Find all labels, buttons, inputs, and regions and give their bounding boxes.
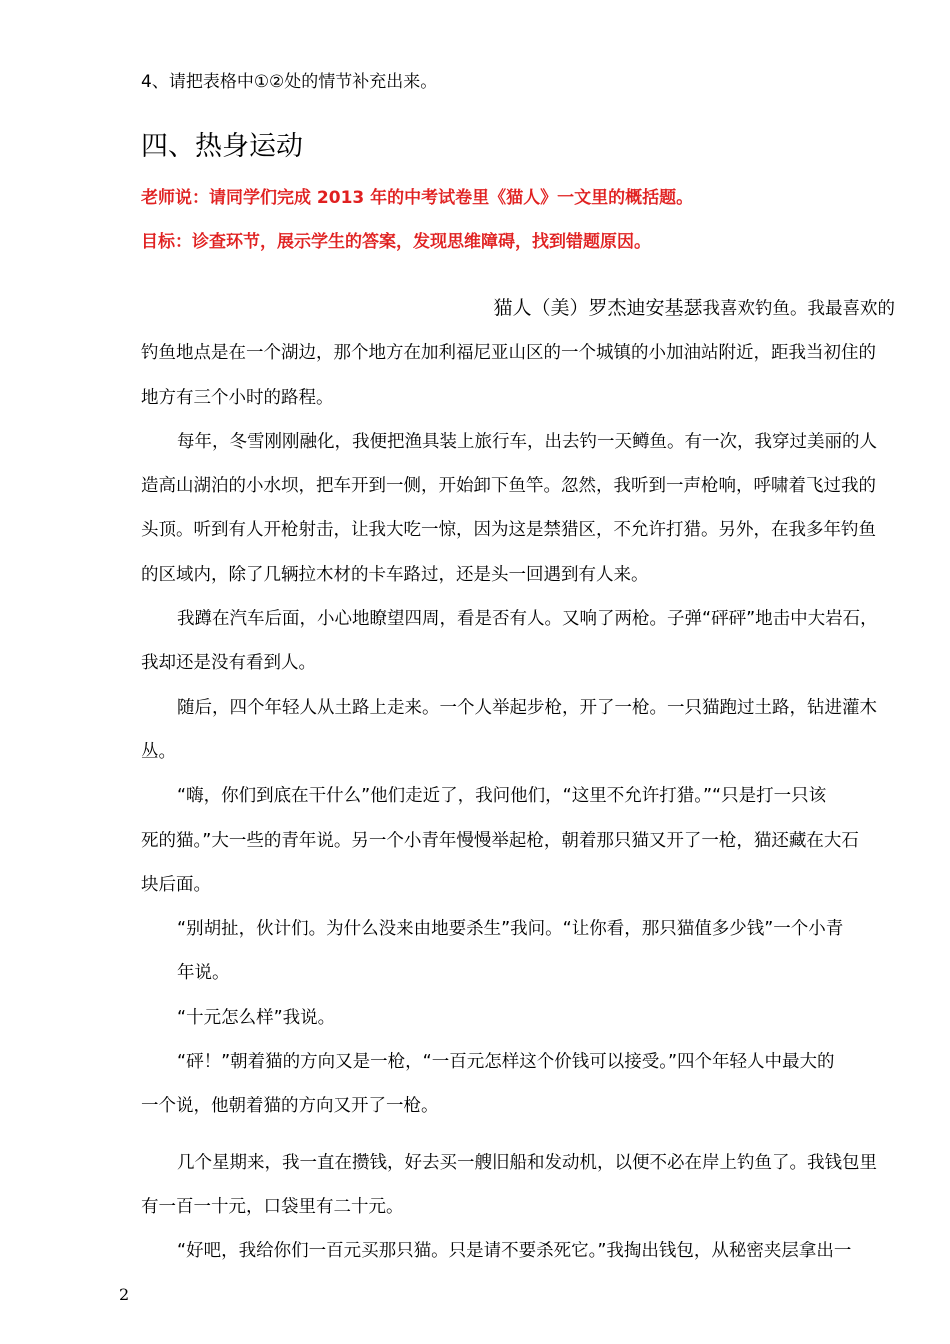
article-line: “别胡扯，伙计们。为什么没来由地要杀生”我问。“让你看，那只猫值多少钱”一个小青 (177, 919, 844, 940)
article-line: 每年，冬雪刚刚融化，我便把渔具装上旅行车，出去钓一天鳟鱼。有一次，我穿过美丽的人 (177, 431, 877, 452)
article-title-line (141, 286, 907, 331)
article-line: “十元怎么样”我说。 (177, 1007, 336, 1028)
article-line: 几个星期来，我一直在攒钱，好去买一艘旧船和发动机，以便不必在岸上钓鱼了。我钱包里 (177, 1152, 877, 1173)
article-line: 钓鱼地点是在一个湖边，那个地方在加利福尼亚山区的一个城镇的小加油站附近，距我当初住的 (141, 343, 876, 364)
article-line: 有一百一十元，口袋里有二十元。 (141, 1196, 404, 1217)
article-line: 一个说，他朝着猫的方向又开了一枪。 (141, 1096, 439, 1117)
article-line: 丛。 (141, 741, 176, 762)
article-line: 我却还是没有看到人。 (141, 653, 316, 674)
article-title: 猫人（美）罗杰迪安基瑟 (493, 297, 703, 319)
page-number: 2 (119, 1285, 130, 1304)
article-line: “砰！”朝着猫的方向又是一枪，“一百元怎样这个价钱可以接受。”四个年轻人中最大的 (177, 1052, 835, 1073)
question-4: 4、请把表格中①②处的情节补充出来。 (141, 72, 438, 92)
article-line: 死的猫。”大一些的青年说。另一个小青年慢慢举起枪，朝着那只猫又开了一枪，猫还藏在大石 (141, 830, 859, 851)
article-line: 随后，四个年轻人从土路上走来。一个人举起步枪，开了一枪。一只猫跑过土路，钻进灌木 (177, 697, 877, 718)
article-line: 造高山湖泊的小水坝，把车开到一侧，开始卸下鱼竿。忽然，我听到一声枪响，呼啸着飞过我的 (141, 476, 876, 497)
article-line: “好吧，我给你们一百元买那只猫。只是请不要杀死它。”我掏出钱包，从秘密夹层拿出一 (177, 1241, 852, 1262)
paragraph-gap (141, 1129, 907, 1141)
article-line: 地方有三个小时的路程。 (141, 387, 334, 408)
teacher-instruction: 老师说：请同学们完成 2013 年的中考试卷里《猫人》一文里的概括题。 (141, 188, 694, 208)
article-opening: 我喜欢钓鱼。我最喜欢的 (702, 299, 895, 319)
article-line: “嗨，你们到底在干什么”他们走近了，我问他们，“这里不允许打猎。”“只是打一只该 (177, 786, 827, 807)
article-line: 的区域内，除了几辆拉木材的卡车路过，还是头一回遇到有人来。 (141, 564, 649, 585)
article-line: 我蹲在汽车后面，小心地瞭望四周，看是否有人。又响了两枪。子弹“砰砰”地击中大岩石， (177, 609, 878, 630)
article-line: 块后面。 (141, 874, 211, 895)
article-line: 年说。 (177, 963, 230, 984)
section-heading: 四、热身运动 (141, 131, 303, 162)
article-body (141, 286, 907, 1274)
article-line: 头顶。听到有人开枪射击，让我大吃一惊，因为这是禁猎区，不允许打猎。另外，在我多年钓鱼 (141, 520, 876, 541)
lesson-goal: 目标：诊查环节，展示学生的答案，发现思维障碍，找到错题原因。 (141, 232, 651, 252)
